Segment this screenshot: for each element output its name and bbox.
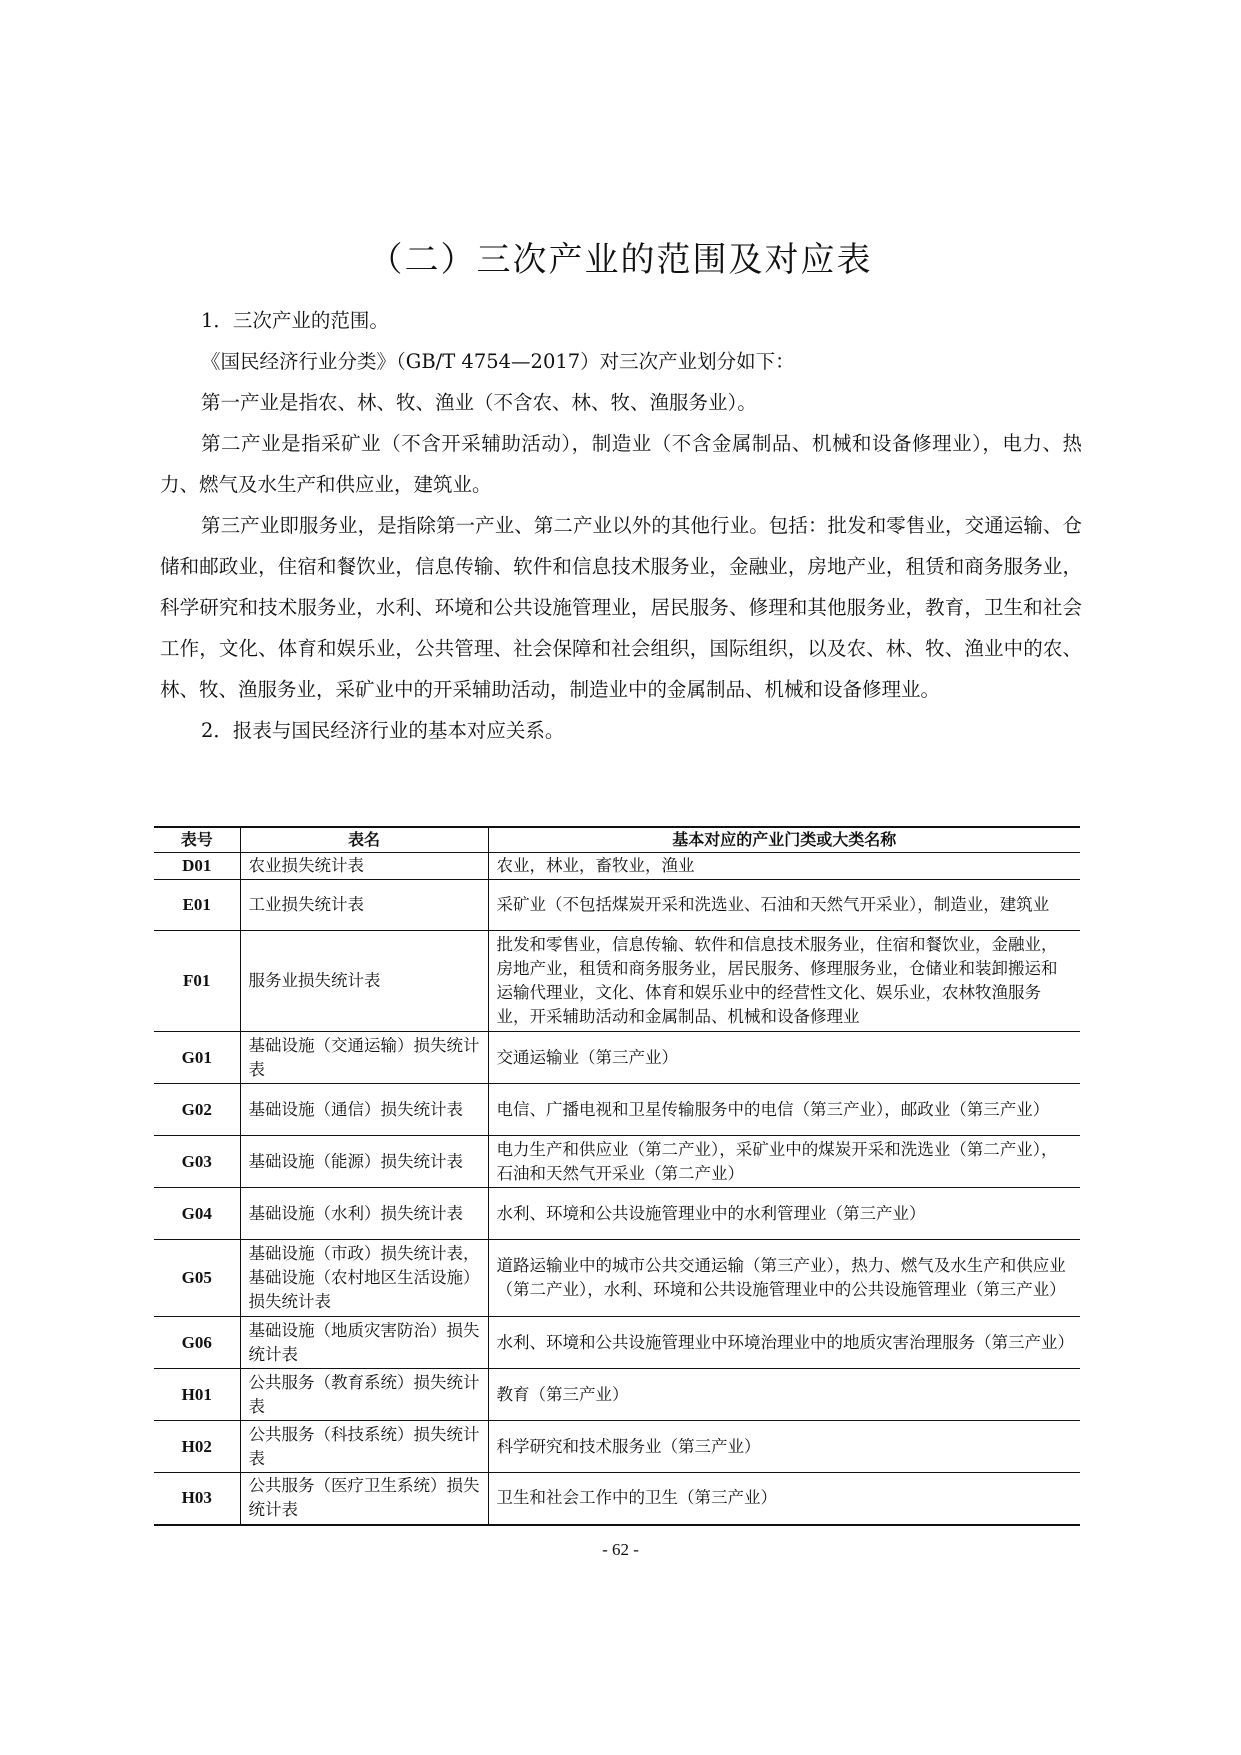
header-industry: 基本对应的产业门类或大类名称 (488, 827, 1080, 853)
row-name: 基础设施（水利）损失统计表 (240, 1188, 488, 1240)
row-industry: 采矿业（不包括煤炭开采和洗选业、石油和天然气开采业），制造业，建筑业 (488, 880, 1080, 931)
table-row (154, 1369, 1080, 1421)
body-text (160, 300, 1082, 751)
row-industry: 教育（第三产业） (488, 1369, 1080, 1421)
row-code: G06 (154, 1317, 240, 1369)
table-row (154, 1421, 1080, 1473)
section-heading-scope: 1．三次产业的范围。 (201, 309, 389, 332)
header-name: 表名 (240, 827, 488, 853)
paragraph-classification-intro: 《国民经济行业分类》（GB/T 4754—2017）对三次产业划分如下： (201, 350, 795, 373)
paragraph-secondary-industry: 第二产业是指采矿业（不含开采辅助活动），制造业（不含金属制品、机械和设备修理业），电力、热力、燃气及水生产和供应业，建筑业。 (160, 432, 1082, 496)
table-header-row (154, 827, 1080, 853)
row-industry: 批发和零售业，信息传输、软件和信息技术服务业，住宿和餐饮业，金融业，房地产业，租赁和商务服务业，居民服务、修理服务业，仓储业和装卸搬运和运输代理业，文化、体育和娱乐业中的经营性文化、娱乐业，农林牧渔服务业，开采辅助活动和金属制品、机械和设备修理业 (488, 931, 1080, 1032)
row-code: F01 (154, 931, 240, 1032)
row-code: D01 (154, 853, 240, 880)
paragraph-primary-industry: 第一产业是指农、林、牧、渔业（不含农、林、牧、渔服务业）。 (201, 391, 757, 414)
table-row (154, 1032, 1080, 1084)
paragraph-tertiary-industry: 第三产业即服务业，是指除第一产业、第二产业以外的其他行业。包括：批发和零售业，交通运输、仓储和邮政业，住宿和餐饮业，信息传输、软件和信息技术服务业，金融业，房地产业，租赁和商务服务业，科学研究和技术服务业，水利、环境和公共设施管理业，居民服务、修理和其他服务业，教育，卫生和社会工作，文化、体育和娱乐业，公共管理、社会保障和社会组织，国际组织，以及农、林、牧、渔业中的农、林、牧、渔服务业，采矿业中的开采辅助活动，制造业中的金属制品、机械和设备修理业。 (160, 514, 1082, 701)
row-name: 基础设施（市政）损失统计表，基础设施（农村地区生活设施）损失统计表 (240, 1240, 488, 1317)
row-industry: 交通运输业（第三产业） (488, 1032, 1080, 1084)
table-row (154, 1473, 1080, 1525)
row-name: 基础设施（交通运输）损失统计表 (240, 1032, 488, 1084)
row-industry: 水利、环境和公共设施管理业中的水利管理业（第三产业） (488, 1188, 1080, 1240)
correspondence-table-container (154, 826, 1080, 1526)
row-code: G02 (154, 1084, 240, 1136)
table-row (154, 1240, 1080, 1317)
table-row (154, 1084, 1080, 1136)
row-code: G04 (154, 1188, 240, 1240)
row-code: H02 (154, 1421, 240, 1473)
row-industry: 卫生和社会工作中的卫生（第三产业） (488, 1473, 1080, 1525)
row-name: 工业损失统计表 (240, 880, 488, 931)
table-row (154, 1188, 1080, 1240)
row-code: E01 (154, 880, 240, 931)
table-row (154, 931, 1080, 1032)
row-industry: 道路运输业中的城市公共交通运输（第三产业），热力、燃气及水生产和供应业（第二产业），水利、环境和公共设施管理业中的公共设施管理业（第三产业） (488, 1240, 1080, 1317)
table-row (154, 880, 1080, 931)
row-code: H03 (154, 1473, 240, 1525)
row-code: H01 (154, 1369, 240, 1421)
row-industry: 农业，林业，畜牧业，渔业 (488, 853, 1080, 880)
correspondence-table (154, 826, 1080, 1526)
row-code: G05 (154, 1240, 240, 1317)
row-industry: 电信、广播电视和卫星传输服务中的电信（第三产业），邮政业（第三产业） (488, 1084, 1080, 1136)
table-row (154, 1317, 1080, 1369)
row-industry: 科学研究和技术服务业（第三产业） (488, 1421, 1080, 1473)
row-name: 公共服务（医疗卫生系统）损失统计表 (240, 1473, 488, 1525)
row-name: 基础设施（能源）损失统计表 (240, 1136, 488, 1188)
row-name: 服务业损失统计表 (240, 931, 488, 1032)
row-name: 农业损失统计表 (240, 853, 488, 880)
row-code: G01 (154, 1032, 240, 1084)
section-heading-correspondence: 2．报表与国民经济行业的基本对应关系。 (201, 719, 565, 742)
table-row (154, 1136, 1080, 1188)
row-name: 基础设施（地质灾害防治）损失统计表 (240, 1317, 488, 1369)
row-code: G03 (154, 1136, 240, 1188)
page-number: - 62 - (602, 1540, 639, 1559)
row-name: 公共服务（科技系统）损失统计表 (240, 1421, 488, 1473)
table-row (154, 853, 1080, 880)
header-code: 表号 (154, 827, 240, 853)
row-name: 基础设施（通信）损失统计表 (240, 1084, 488, 1136)
page-title: （二）三次产业的范围及对应表 (368, 240, 873, 280)
row-industry: 水利、环境和公共设施管理业中环境治理业中的地质灾害治理服务（第三产业） (488, 1317, 1080, 1369)
row-name: 公共服务（教育系统）损失统计表 (240, 1369, 488, 1421)
row-industry: 电力生产和供应业（第二产业），采矿业中的煤炭开采和洗选业（第二产业），石油和天然气开采业（第二产业） (488, 1136, 1080, 1188)
